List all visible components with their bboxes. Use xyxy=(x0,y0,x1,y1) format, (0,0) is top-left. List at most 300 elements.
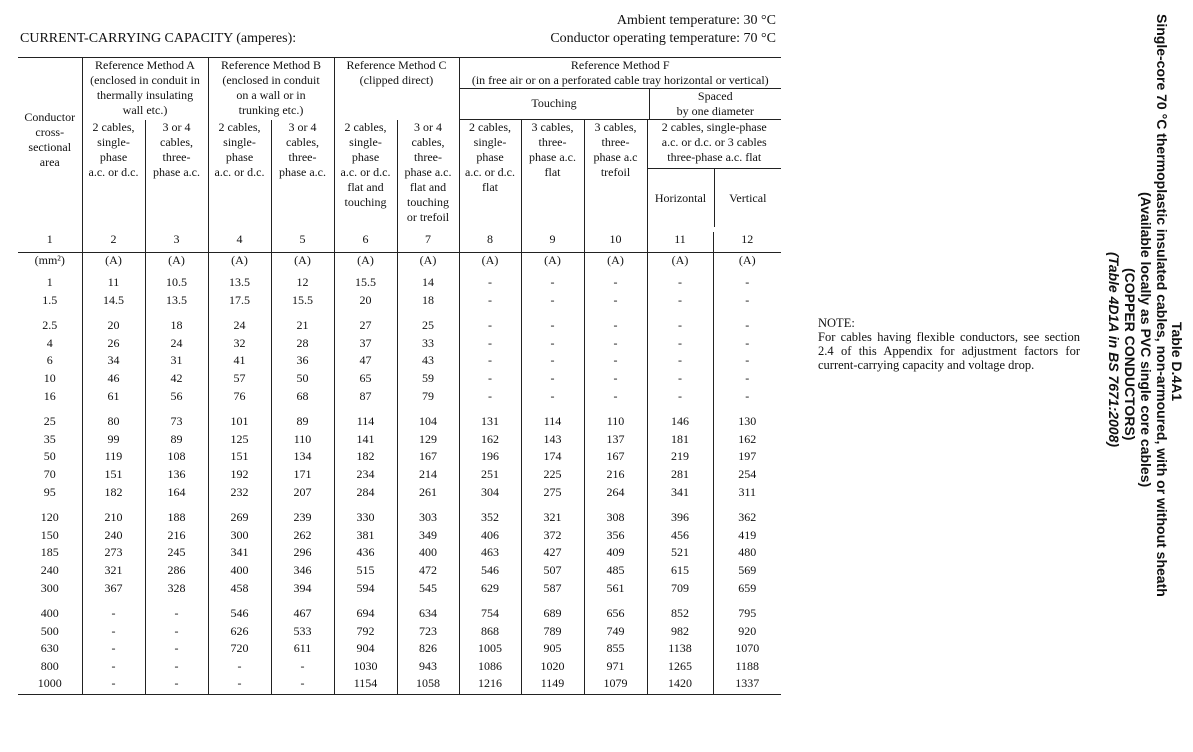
header-col-c5-line: cables, xyxy=(286,134,319,149)
capacity-cell: 104 xyxy=(397,414,459,432)
table-row xyxy=(18,336,781,354)
capacity-cell: 587 xyxy=(521,581,584,599)
header-col-c6-line: 2 cables, xyxy=(344,119,387,134)
table-row xyxy=(18,467,781,485)
group-spacer xyxy=(145,598,208,606)
capacity-cell: - xyxy=(584,353,647,371)
header-col-c2-line: phase xyxy=(99,149,128,164)
capacity-cell: 634 xyxy=(397,606,459,624)
capacity-cell: 328 xyxy=(145,581,208,599)
header-col-c10-line: three- xyxy=(601,135,630,149)
capacity-cell: - xyxy=(584,336,647,354)
header-col-c2-line: 2 cables, xyxy=(92,119,135,134)
header-col-c8-line: flat xyxy=(482,180,498,194)
column-number: 10 xyxy=(584,232,647,253)
capacity-cell: - xyxy=(521,275,584,293)
capacity-cell: - xyxy=(745,292,750,307)
group-spacer xyxy=(713,310,781,318)
capacity-cell: 188 xyxy=(145,510,208,528)
group-spacer xyxy=(647,406,713,414)
table-row xyxy=(18,432,781,450)
capacity-cell: 1086 xyxy=(459,659,521,677)
capacity-cell: - xyxy=(459,293,521,311)
capacity-cell: 18 xyxy=(397,293,459,311)
header-col-c9-line: flat xyxy=(544,165,561,179)
header-col-c6-line: single- xyxy=(349,134,382,149)
capacity-cell: 467 xyxy=(271,606,334,624)
capacity-cell: 330 xyxy=(334,510,397,528)
note-block xyxy=(818,316,1080,372)
capacity-cell: 905 xyxy=(521,641,584,659)
capacity-cell: 1020 xyxy=(521,659,584,677)
capacity-cell: 13.5 xyxy=(145,293,208,311)
capacity-cell: 33 xyxy=(397,336,459,354)
column-number: 12 xyxy=(713,232,781,253)
capacity-cell: - xyxy=(584,371,647,389)
capacity-cell: 341 xyxy=(208,545,271,563)
capacity-cell: 296 xyxy=(271,545,334,563)
capacity-cell: 394 xyxy=(271,581,334,599)
header-col-c7-line: touching xyxy=(407,194,449,209)
capacity-cell: - xyxy=(647,336,713,354)
capacity-cell: 21 xyxy=(271,318,334,336)
table-row xyxy=(18,389,781,407)
group-spacer xyxy=(334,598,397,606)
header-col-c4 xyxy=(208,120,271,233)
capacity-cell: 137 xyxy=(584,432,647,450)
capacity-cell: 1216 xyxy=(459,676,521,694)
header-method-a-line: wall etc.) xyxy=(122,103,168,117)
capacity-cell: 826 xyxy=(397,641,459,659)
header-col-c9-line: 3 cables, xyxy=(531,120,574,134)
capacity-cell: 1138 xyxy=(647,641,713,659)
table-row xyxy=(18,510,781,528)
capacity-cell: - xyxy=(271,659,334,677)
group-spacer xyxy=(145,406,208,414)
capacity-cell: 24 xyxy=(208,318,271,336)
spaced-description-line: three-phase a.c. flat xyxy=(667,150,762,164)
capacity-cell: 31 xyxy=(145,353,208,371)
header-method-b-line: on a wall or in xyxy=(236,88,306,102)
capacity-cell: 73 xyxy=(145,414,208,432)
horizontal-label: Horizontal xyxy=(648,169,715,227)
capacity-cell: 89 xyxy=(271,414,334,432)
table-row xyxy=(18,676,781,694)
touching-label: Touching xyxy=(531,96,577,110)
capacity-cell: 214 xyxy=(397,467,459,485)
area-cell: 2.5 xyxy=(18,318,82,336)
column-number: 2 xyxy=(82,232,145,253)
capacity-cell: - xyxy=(647,275,713,293)
capacity-cell: 920 xyxy=(738,623,757,638)
capacity-cell: 20 xyxy=(334,293,397,311)
header-col-c8 xyxy=(459,120,521,233)
header-col-c8-line: phase xyxy=(476,150,504,164)
area-cell: 1000 xyxy=(18,676,82,694)
capacity-cell: 14.5 xyxy=(82,293,145,311)
header-method-a xyxy=(82,58,208,120)
capacity-cell: 251 xyxy=(459,467,521,485)
capacity-cell: - xyxy=(82,641,145,659)
capacity-cell: 167 xyxy=(397,449,459,467)
capacity-cell: 273 xyxy=(82,545,145,563)
header-col-c8-line: a.c. or d.c. xyxy=(465,165,515,179)
header-col-c3-line: cables, xyxy=(160,134,193,149)
note-heading: NOTE: xyxy=(818,316,855,330)
capacity-cell: - xyxy=(745,275,750,289)
capacity-cell: 210 xyxy=(82,510,145,528)
capacity-table xyxy=(18,57,781,695)
group-spacer xyxy=(271,598,334,606)
group-spacer xyxy=(145,502,208,510)
table-title: Single-core 70 °C thermoplastic insulated cables, non-armoured, with or without sheath xyxy=(1154,14,1170,597)
group-spacer xyxy=(18,310,82,318)
table-row xyxy=(18,371,781,389)
area-cell: 6 xyxy=(18,353,82,371)
header-col-c10-line: trefoil xyxy=(600,165,631,179)
capacity-cell: 10.5 xyxy=(145,275,208,293)
capacity-cell: 689 xyxy=(521,606,584,624)
table-row xyxy=(18,449,781,467)
capacity-cell: 225 xyxy=(521,467,584,485)
table-row xyxy=(18,414,781,432)
group-spacer xyxy=(18,598,82,606)
capacity-cell: 65 xyxy=(334,371,397,389)
table-row xyxy=(18,318,781,336)
header-col-c7-line: 3 or 4 xyxy=(414,119,442,134)
capacity-cell: 1149 xyxy=(521,676,584,694)
area-cell: 300 xyxy=(18,581,82,599)
spaced-description xyxy=(648,120,782,169)
capacity-cell: 400 xyxy=(208,563,271,581)
header-col-c4-line: a.c. or d.c. xyxy=(214,164,265,179)
group-spacer xyxy=(521,502,584,510)
header-col-c6 xyxy=(334,120,397,233)
spaced-line: by one diameter xyxy=(676,104,754,118)
capacity-cell: - xyxy=(521,371,584,389)
capacity-cell: 626 xyxy=(208,624,271,642)
capacity-cell: 789 xyxy=(521,624,584,642)
capacity-cell: 352 xyxy=(459,510,521,528)
capacity-cell: 13.5 xyxy=(208,275,271,293)
capacity-cell: 164 xyxy=(145,485,208,503)
area-cell: 1 xyxy=(18,275,82,293)
capacity-cell: 409 xyxy=(584,545,647,563)
capacity-cell: 57 xyxy=(208,371,271,389)
capacity-cell: 216 xyxy=(145,528,208,546)
area-label-line: cross- xyxy=(35,124,65,139)
area-cell: 4 xyxy=(18,336,82,354)
conductor-label: Conductor xyxy=(24,109,76,124)
group-spacer xyxy=(647,310,713,318)
header-col-c5 xyxy=(271,120,334,233)
ambient-temperature: Ambient temperature: 30 °C xyxy=(616,13,776,28)
capacity-cell: 472 xyxy=(397,563,459,581)
group-spacer xyxy=(584,406,647,414)
capacity-cell: 281 xyxy=(647,467,713,485)
group-spacer xyxy=(271,406,334,414)
capacity-cell: 456 xyxy=(647,528,713,546)
unit-cell: (A) xyxy=(208,253,271,276)
capacity-cell: 46 xyxy=(82,371,145,389)
header-col-c10-line: 3 cables, xyxy=(594,120,637,134)
group-spacer xyxy=(82,310,145,318)
capacity-cell: 108 xyxy=(145,449,208,467)
capacity-cell: 110 xyxy=(271,432,334,450)
group-spacer xyxy=(459,502,521,510)
capacity-cell: 611 xyxy=(271,641,334,659)
table-row xyxy=(18,581,781,599)
capacity-cell: 1070 xyxy=(735,641,760,656)
capacity-cell: 43 xyxy=(397,353,459,371)
capacity-cell: 694 xyxy=(334,606,397,624)
table-row xyxy=(18,563,781,581)
capacity-cell: - xyxy=(647,353,713,371)
capacity-cell: 15.5 xyxy=(334,275,397,293)
header-col-c8-line: single- xyxy=(473,135,507,149)
capacity-cell: 515 xyxy=(334,563,397,581)
area-cell: 25 xyxy=(18,414,82,432)
header-col-c3-line: three- xyxy=(162,149,191,164)
header-conductor-area xyxy=(18,109,82,233)
capacity-cell: 372 xyxy=(521,528,584,546)
header-col-c2-line: a.c. or d.c. xyxy=(88,164,139,179)
spaced-description-line: a.c. or d.c. or 3 cables xyxy=(661,135,767,149)
capacity-cell: 400 xyxy=(397,545,459,563)
capacity-cell: 458 xyxy=(208,581,271,599)
capacity-cell: - xyxy=(521,318,584,336)
capacity-cell: 25 xyxy=(397,318,459,336)
area-cell: 240 xyxy=(18,563,82,581)
group-spacer xyxy=(208,598,271,606)
capacity-cell: - xyxy=(745,353,750,368)
capacity-cell: 192 xyxy=(208,467,271,485)
capacity-cell: 50 xyxy=(271,371,334,389)
conductor-type: (COPPER CONDUCTORS) xyxy=(1122,268,1138,441)
area-cell: 630 xyxy=(18,641,82,659)
capacity-cell: 852 xyxy=(647,606,713,624)
capacity-cell: 119 xyxy=(82,449,145,467)
capacity-cell: 264 xyxy=(584,485,647,503)
capacity-cell: 971 xyxy=(584,659,647,677)
group-spacer xyxy=(647,598,713,606)
capacity-cell: 181 xyxy=(647,432,713,450)
capacity-cell: 463 xyxy=(459,545,521,563)
header-col-c2 xyxy=(82,120,145,233)
spaced-label xyxy=(649,89,782,119)
group-spacer xyxy=(459,406,521,414)
header-col-c7-line: phase a.c. xyxy=(404,164,452,179)
capacity-cell: 427 xyxy=(521,545,584,563)
header-col-c7-line: three- xyxy=(414,149,442,164)
unit-cell: (A) xyxy=(334,253,397,276)
capacity-cell: - xyxy=(459,371,521,389)
table-row xyxy=(18,353,781,371)
capacity-cell: 396 xyxy=(647,510,713,528)
capacity-cell: - xyxy=(584,275,647,293)
capacity-cell: 12 xyxy=(271,275,334,293)
group-spacer xyxy=(713,598,781,606)
column-number: 3 xyxy=(145,232,208,253)
capacity-cell: - xyxy=(459,275,521,293)
unit-cell: (A) xyxy=(271,253,334,276)
capacity-cell: 216 xyxy=(584,467,647,485)
capacity-cell: 546 xyxy=(208,606,271,624)
group-spacer xyxy=(713,406,781,414)
capacity-cell: - xyxy=(82,606,145,624)
capacity-cell: 27 xyxy=(334,318,397,336)
header-col-c4-line: single- xyxy=(223,134,256,149)
capacity-cell: 196 xyxy=(459,449,521,467)
capacity-cell: 723 xyxy=(397,624,459,642)
capacity-cell: 129 xyxy=(397,432,459,450)
capacity-cell: 720 xyxy=(208,641,271,659)
capacity-cell: - xyxy=(584,389,647,407)
header-col-c6-line: a.c. or d.c. xyxy=(340,164,391,179)
group-spacer xyxy=(208,502,271,510)
table-row xyxy=(18,545,781,563)
group-spacer xyxy=(208,310,271,318)
group-spacer xyxy=(334,406,397,414)
vertical-label: Vertical xyxy=(729,191,767,205)
unit-cell: (A) xyxy=(584,253,647,276)
capacity-cell: 346 xyxy=(271,563,334,581)
header-col-c7-line: flat and xyxy=(409,179,447,194)
capacity-cell: 37 xyxy=(334,336,397,354)
group-spacer xyxy=(397,310,459,318)
capacity-cell: 269 xyxy=(208,510,271,528)
spaced-line: Spaced xyxy=(697,89,733,103)
table-caption: CURRENT-CARRYING CAPACITY (amperes): xyxy=(20,31,297,46)
capacity-cell: 162 xyxy=(738,431,757,446)
group-spacer xyxy=(397,598,459,606)
capacity-cell: - xyxy=(745,388,750,403)
capacity-cell: 87 xyxy=(334,389,397,407)
capacity-cell: - xyxy=(145,659,208,677)
table-header xyxy=(18,58,781,276)
capacity-cell: - xyxy=(208,676,271,694)
capacity-cell: 749 xyxy=(584,624,647,642)
conditions-block xyxy=(520,12,776,48)
capacity-cell: 521 xyxy=(647,545,713,563)
capacity-cell: 546 xyxy=(459,563,521,581)
capacity-cell: 356 xyxy=(584,528,647,546)
capacity-cell: 80 xyxy=(82,414,145,432)
table-subtitle: (Available locally as PVC single core cables) xyxy=(1138,192,1154,488)
capacity-cell: - xyxy=(647,293,713,311)
area-cell: 185 xyxy=(18,545,82,563)
column-number: 8 xyxy=(459,232,521,253)
capacity-cell: 14 xyxy=(397,275,459,293)
capacity-cell: - xyxy=(459,336,521,354)
conductor-temperature: Conductor operating temperature: 70 °C xyxy=(550,31,776,46)
capacity-cell: 754 xyxy=(459,606,521,624)
capacity-cell: - xyxy=(459,389,521,407)
capacity-cell: 146 xyxy=(647,414,713,432)
capacity-cell: 26 xyxy=(82,336,145,354)
capacity-cell: 792 xyxy=(334,624,397,642)
capacity-cell: - xyxy=(745,335,750,350)
area-cell: 35 xyxy=(18,432,82,450)
capacity-cell: 68 xyxy=(271,389,334,407)
area-cell: 120 xyxy=(18,510,82,528)
capacity-cell: 130 xyxy=(738,414,757,429)
capacity-cell: 569 xyxy=(738,562,757,577)
capacity-cell: 232 xyxy=(208,485,271,503)
group-spacer xyxy=(397,502,459,510)
area-label-line: sectional xyxy=(28,139,72,154)
capacity-cell: 20 xyxy=(82,318,145,336)
capacity-cell: 15.5 xyxy=(271,293,334,311)
area-cell: 1.5 xyxy=(18,293,82,311)
area-cell: 10 xyxy=(18,371,82,389)
capacity-cell: 234 xyxy=(334,467,397,485)
group-spacer xyxy=(18,502,82,510)
group-spacer xyxy=(145,310,208,318)
capacity-cell: 303 xyxy=(397,510,459,528)
capacity-cell: - xyxy=(145,606,208,624)
table-row xyxy=(18,528,781,546)
header-col-c7 xyxy=(397,120,459,233)
group-spacer xyxy=(521,598,584,606)
capacity-cell: 419 xyxy=(738,527,757,542)
group-spacer xyxy=(713,502,781,510)
header-col-c9-line: phase a.c. xyxy=(529,150,576,164)
unit-cell: (A) xyxy=(397,253,459,276)
header-method-b xyxy=(208,58,334,120)
capacity-cell: 1030 xyxy=(334,659,397,677)
capacity-cell: 182 xyxy=(334,449,397,467)
capacity-cell: 656 xyxy=(584,606,647,624)
capacity-cell: - xyxy=(82,676,145,694)
capacity-cell: 284 xyxy=(334,485,397,503)
capacity-cell: 219 xyxy=(647,449,713,467)
header-col-c7-line: or trefoil xyxy=(406,209,450,224)
column-number: 11 xyxy=(647,232,713,253)
column-number: 1 xyxy=(18,232,82,253)
group-spacer xyxy=(18,406,82,414)
capacity-cell: - xyxy=(208,659,271,677)
capacity-cell: 982 xyxy=(647,624,713,642)
header-col-c10 xyxy=(584,120,647,233)
capacity-cell: 300 xyxy=(208,528,271,546)
capacity-cell: 18 xyxy=(145,318,208,336)
capacity-cell: 89 xyxy=(145,432,208,450)
standard-reference: (Table 4D1A in BS 7671:2008) xyxy=(1106,252,1122,448)
method-f-title: Reference Method F xyxy=(570,58,670,72)
capacity-cell: 1337 xyxy=(713,676,781,694)
group-spacer xyxy=(397,406,459,414)
capacity-cell: 709 xyxy=(647,581,713,599)
header-col-c5-line: three- xyxy=(288,149,317,164)
header-method-b-line: (enclosed in conduit xyxy=(222,73,320,87)
table-row xyxy=(18,293,781,311)
capacity-cell: 101 xyxy=(208,414,271,432)
group-spacer xyxy=(271,502,334,510)
table-row xyxy=(18,641,781,659)
capacity-cell: 56 xyxy=(145,389,208,407)
capacity-cell: 533 xyxy=(271,624,334,642)
group-spacer xyxy=(584,310,647,318)
capacity-cell: - xyxy=(521,293,584,311)
capacity-cell: 151 xyxy=(82,467,145,485)
capacity-cell: 1005 xyxy=(459,641,521,659)
capacity-cell: 629 xyxy=(459,581,521,599)
capacity-cell: 24 xyxy=(145,336,208,354)
capacity-cell: 308 xyxy=(584,510,647,528)
capacity-cell: - xyxy=(521,336,584,354)
method-f-subtitle: (in free air or on a perforated cable tray horizontal or vertical) xyxy=(460,73,782,89)
